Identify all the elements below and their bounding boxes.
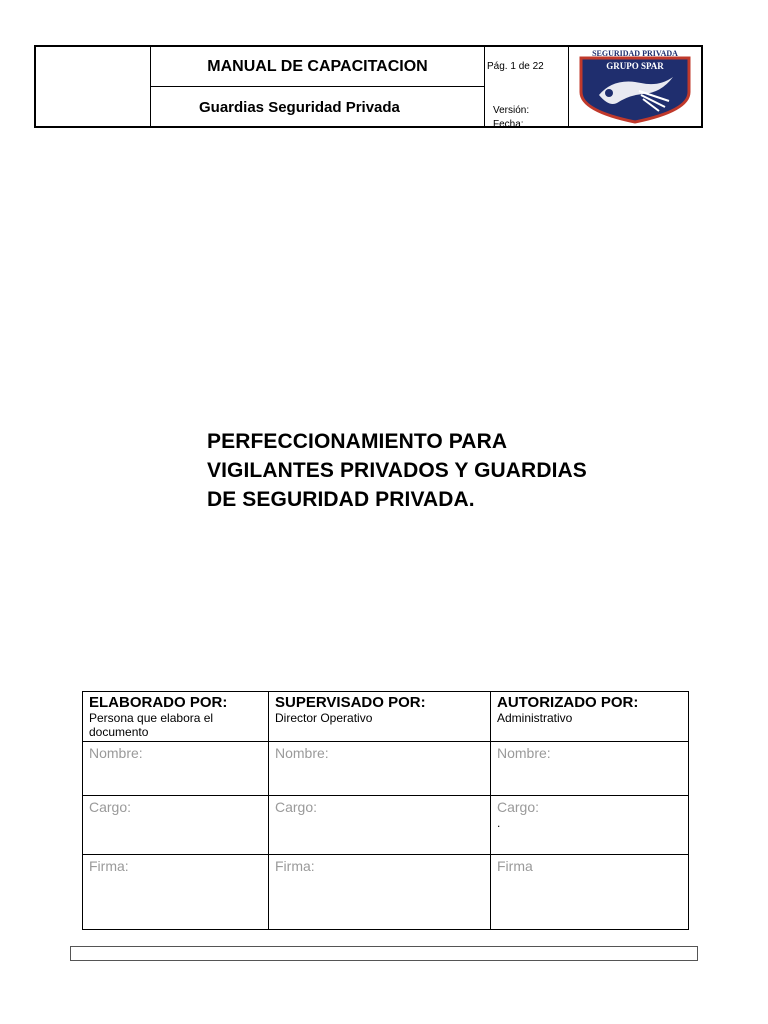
header-blank-cell (36, 47, 151, 126)
name-cell (83, 742, 269, 796)
document-subtitle: Guardias Seguridad Privada (199, 98, 400, 116)
cargo-label: Cargo: (89, 799, 132, 815)
table-row (83, 796, 689, 855)
column-role: Persona que elabora el documento (89, 711, 214, 739)
elaborado-cell (83, 692, 269, 742)
page-number: Pág. 1 de 22 (487, 61, 544, 72)
name-label: Nombre: (275, 745, 329, 761)
supervisado-cell (269, 692, 491, 742)
document-header (34, 45, 703, 128)
firma-label: Firma: (275, 858, 315, 874)
firma-label: Firma (497, 858, 533, 874)
column-heading: ELABORADO POR: (89, 694, 228, 711)
cargo-cell (83, 796, 269, 855)
cargo-cell (491, 796, 689, 855)
cargo-label: Cargo: (497, 799, 540, 815)
name-cell (491, 742, 689, 796)
main-title (207, 427, 647, 514)
main-title-line: DE SEGURIDAD PRIVADA. (207, 488, 475, 511)
table-row (83, 692, 689, 742)
header-title-cell (151, 47, 485, 126)
footer-bar (70, 946, 698, 961)
cargo-cell (269, 796, 491, 855)
shield-logo-icon (569, 47, 701, 126)
table-row (83, 742, 689, 796)
name-label: Nombre: (89, 745, 143, 761)
table-row (83, 855, 689, 930)
firma-cell (491, 855, 689, 930)
cargo-extra: . (497, 816, 501, 830)
column-role: Director Operativo (275, 711, 373, 725)
logo-top-text: SEGURIDAD PRIVADA (592, 49, 678, 58)
firma-cell (83, 855, 269, 930)
firma-cell (269, 855, 491, 930)
firma-label: Firma: (89, 858, 129, 874)
cargo-label: Cargo: (275, 799, 318, 815)
name-cell (269, 742, 491, 796)
autorizado-cell (491, 692, 689, 742)
main-title-line: PERFECCIONAMIENTO PARA (207, 430, 508, 453)
column-heading: AUTORIZADO POR: (497, 694, 639, 711)
company-logo (569, 47, 701, 126)
name-label: Nombre: (497, 745, 551, 761)
header-meta-cell (485, 47, 569, 130)
version-label: Versión: (493, 105, 530, 116)
column-heading: SUPERVISADO POR: (275, 694, 426, 711)
signature-table (82, 691, 689, 930)
logo-name-text: GRUPO SPAR (606, 61, 664, 71)
column-role: Administrativo (497, 711, 573, 725)
date-label: Fecha: (493, 119, 524, 130)
main-title-line: VIGILANTES PRIVADOS Y GUARDIAS (207, 459, 587, 482)
document-title: MANUAL DE CAPACITACION (151, 47, 484, 87)
